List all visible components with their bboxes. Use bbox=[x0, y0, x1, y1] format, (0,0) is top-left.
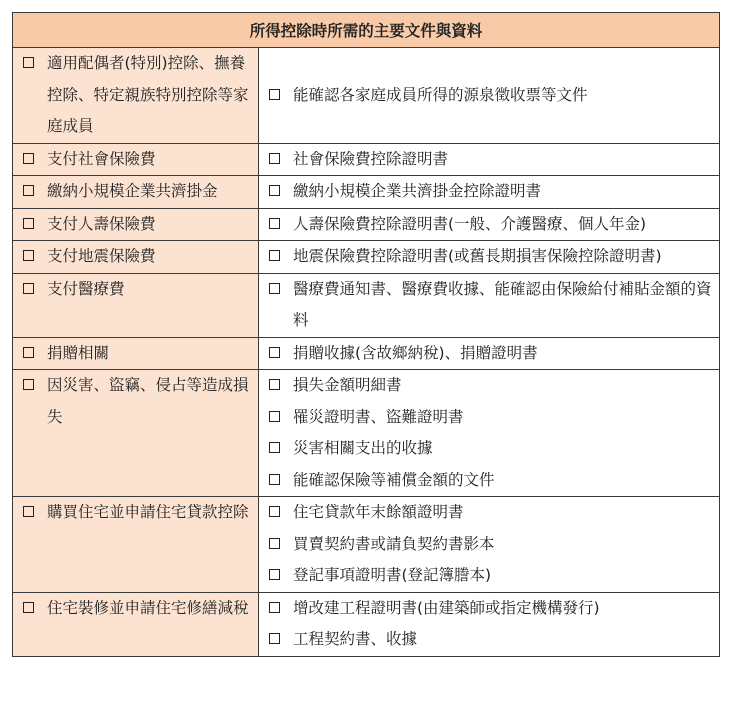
document-cell bbox=[259, 48, 720, 144]
checkbox-icon[interactable] bbox=[23, 185, 34, 196]
table-body bbox=[13, 48, 720, 657]
situation-cell bbox=[13, 370, 259, 497]
situation-cell bbox=[13, 592, 259, 656]
item-text: 人壽保險費控除證明書(一般、介護醫療、個人年金) bbox=[293, 214, 647, 233]
document-cell bbox=[259, 592, 720, 656]
item-text: 支付社會保險費 bbox=[47, 149, 156, 168]
document-item[interactable] bbox=[259, 370, 719, 402]
checkbox-icon[interactable] bbox=[269, 347, 280, 358]
item-text: 登記事項證明書(登記簿謄本) bbox=[293, 566, 492, 584]
situation-item[interactable] bbox=[13, 144, 258, 176]
checkbox-icon[interactable] bbox=[269, 218, 280, 229]
table-row bbox=[13, 497, 720, 593]
checkbox-icon[interactable] bbox=[23, 283, 34, 294]
checkbox-icon[interactable] bbox=[23, 379, 34, 390]
item-text: 適用配偶者(特別)控除、撫養控除、特定親族特別控除等家庭成員 bbox=[47, 54, 249, 135]
situation-cell bbox=[13, 176, 259, 209]
table-row bbox=[13, 208, 720, 241]
situation-cell bbox=[13, 48, 259, 144]
situation-cell bbox=[13, 273, 259, 337]
document-cell bbox=[259, 241, 720, 274]
item-text: 購買住宅並申請住宅貸款控除 bbox=[47, 503, 249, 521]
checkbox-icon[interactable] bbox=[23, 250, 34, 261]
document-item[interactable] bbox=[259, 144, 719, 176]
situation-item[interactable] bbox=[13, 370, 258, 433]
situation-cell bbox=[13, 241, 259, 274]
item-text: 因災害、盜竊、侵占等造成損失 bbox=[47, 376, 249, 426]
table-row bbox=[13, 48, 720, 144]
situation-item[interactable] bbox=[13, 338, 258, 370]
document-cell bbox=[259, 273, 720, 337]
checkbox-icon[interactable] bbox=[269, 379, 280, 390]
situation-item[interactable] bbox=[13, 176, 258, 208]
document-cell bbox=[259, 143, 720, 176]
document-item[interactable] bbox=[259, 80, 719, 112]
document-item[interactable] bbox=[259, 209, 719, 241]
document-item[interactable] bbox=[259, 176, 719, 208]
table-row bbox=[13, 273, 720, 337]
document-item[interactable] bbox=[259, 241, 719, 273]
document-item[interactable] bbox=[259, 465, 719, 497]
item-text: 住宅貸款年末餘額證明書 bbox=[293, 503, 464, 521]
situation-item[interactable] bbox=[13, 274, 258, 306]
table-row bbox=[13, 370, 720, 497]
item-text: 支付醫療費 bbox=[47, 279, 125, 298]
document-item[interactable] bbox=[259, 433, 719, 465]
table-row bbox=[13, 176, 720, 209]
item-text: 捐贈相關 bbox=[47, 343, 110, 362]
documents-table bbox=[12, 12, 720, 657]
document-item[interactable] bbox=[259, 402, 719, 434]
checkbox-icon[interactable] bbox=[269, 602, 280, 613]
table-row bbox=[13, 592, 720, 656]
document-item[interactable] bbox=[259, 560, 719, 592]
checkbox-icon[interactable] bbox=[269, 89, 280, 100]
checkbox-icon[interactable] bbox=[23, 506, 34, 517]
checkbox-icon[interactable] bbox=[269, 283, 280, 294]
document-item[interactable] bbox=[259, 497, 719, 529]
item-text: 醫療費通知書、醫療費收據、能確認由保險給付補貼金額的資料 bbox=[293, 279, 712, 329]
item-text: 支付地震保險費 bbox=[47, 247, 156, 265]
checkbox-icon[interactable] bbox=[23, 153, 34, 164]
item-text: 工程契約書、收據 bbox=[293, 630, 418, 648]
situation-cell bbox=[13, 337, 259, 370]
table-row bbox=[13, 143, 720, 176]
item-text: 買賣契約書或請負契約書影本 bbox=[293, 534, 495, 553]
item-text: 災害相關支出的收據 bbox=[293, 439, 433, 457]
situation-cell bbox=[13, 143, 259, 176]
situation-cell bbox=[13, 497, 259, 593]
checkbox-icon[interactable] bbox=[269, 538, 280, 549]
item-text: 住宅裝修並申請住宅修繕減稅 bbox=[47, 598, 249, 617]
checkbox-icon[interactable] bbox=[269, 569, 280, 580]
situation-item[interactable] bbox=[13, 241, 258, 273]
checkbox-icon[interactable] bbox=[269, 153, 280, 164]
checkbox-icon[interactable] bbox=[23, 57, 34, 68]
document-item[interactable] bbox=[259, 593, 719, 625]
item-text: 支付人壽保險費 bbox=[47, 214, 156, 233]
checkbox-icon[interactable] bbox=[23, 218, 34, 229]
item-text: 地震保險費控除證明書(或舊長期損害保險控除證明書) bbox=[293, 247, 662, 265]
item-text: 社會保險費控除證明書 bbox=[293, 149, 449, 168]
situation-item[interactable] bbox=[13, 48, 258, 143]
document-cell bbox=[259, 497, 720, 593]
item-text: 損失金額明細書 bbox=[293, 376, 402, 394]
table-title: 所得控除時所需的主要文件與資料 bbox=[13, 13, 720, 48]
checkbox-icon[interactable] bbox=[23, 602, 34, 613]
item-text: 捐贈收據(含故鄉納稅)、捐贈證明書 bbox=[293, 343, 538, 362]
table-row bbox=[13, 337, 720, 370]
item-text: 能確認各家庭成員所得的源泉徵收票等文件 bbox=[293, 85, 588, 104]
checkbox-icon[interactable] bbox=[269, 474, 280, 485]
situation-item[interactable] bbox=[13, 593, 258, 625]
table-row bbox=[13, 241, 720, 274]
document-item[interactable] bbox=[259, 274, 719, 337]
document-cell bbox=[259, 208, 720, 241]
situation-cell bbox=[13, 208, 259, 241]
situation-item[interactable] bbox=[13, 497, 258, 529]
item-text: 罹災證明書、盜難證明書 bbox=[293, 407, 464, 426]
checkbox-icon[interactable] bbox=[269, 633, 280, 644]
checkbox-icon[interactable] bbox=[23, 347, 34, 358]
checkbox-icon[interactable] bbox=[269, 185, 280, 196]
document-cell bbox=[259, 370, 720, 497]
document-item[interactable] bbox=[259, 338, 719, 370]
checkbox-icon[interactable] bbox=[269, 250, 280, 261]
checkbox-icon[interactable] bbox=[269, 442, 280, 453]
document-item[interactable] bbox=[259, 529, 719, 561]
checkbox-icon[interactable] bbox=[269, 506, 280, 517]
situation-item[interactable] bbox=[13, 209, 258, 241]
item-text: 能確認保險等補償金額的文件 bbox=[293, 470, 495, 489]
document-cell bbox=[259, 176, 720, 209]
item-text: 繳納小規模企業共濟掛金控除證明書 bbox=[293, 182, 542, 200]
item-text: 增改建工程證明書(由建築師或指定機構發行) bbox=[293, 598, 600, 617]
item-text: 繳納小規模企業共濟掛金 bbox=[47, 182, 218, 200]
checkbox-icon[interactable] bbox=[269, 411, 280, 422]
document-cell bbox=[259, 337, 720, 370]
document-item[interactable] bbox=[259, 624, 719, 656]
